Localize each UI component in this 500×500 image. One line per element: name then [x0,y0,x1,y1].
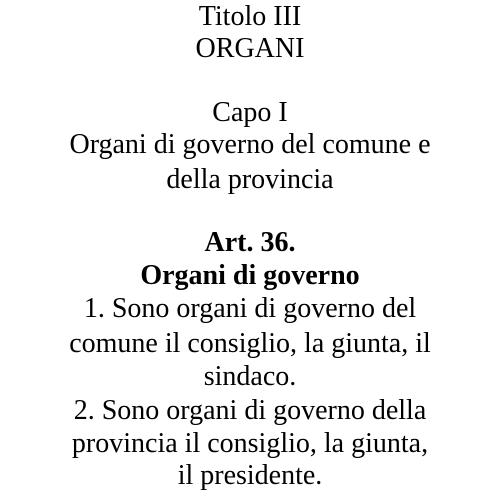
paragraph-1-line-3: sindaco. [203,361,297,392]
paragraph-1-line-2: comune il consiglio, la giunta, il [69,328,431,359]
paragraph-2-line-3: il presidente. [177,460,323,491]
chapter-name-line-1: Organi di governo del comune e [69,129,431,160]
title-number: Titolo III [198,1,302,32]
article-number: Art. 36. [204,227,296,258]
chapter-name-line-2: della provincia [166,164,334,195]
paragraph-2-line-1: 2. Sono organi di governo della [73,395,427,426]
article-title: Organi di governo [140,260,360,291]
paragraph-2-line-2: provincia il consiglio, la giunta, [71,428,429,459]
paragraph-1-line-1: 1. Sono organi di governo del [83,293,417,324]
title-name: ORGANI [195,33,305,64]
chapter-number: Capo I [212,97,288,128]
